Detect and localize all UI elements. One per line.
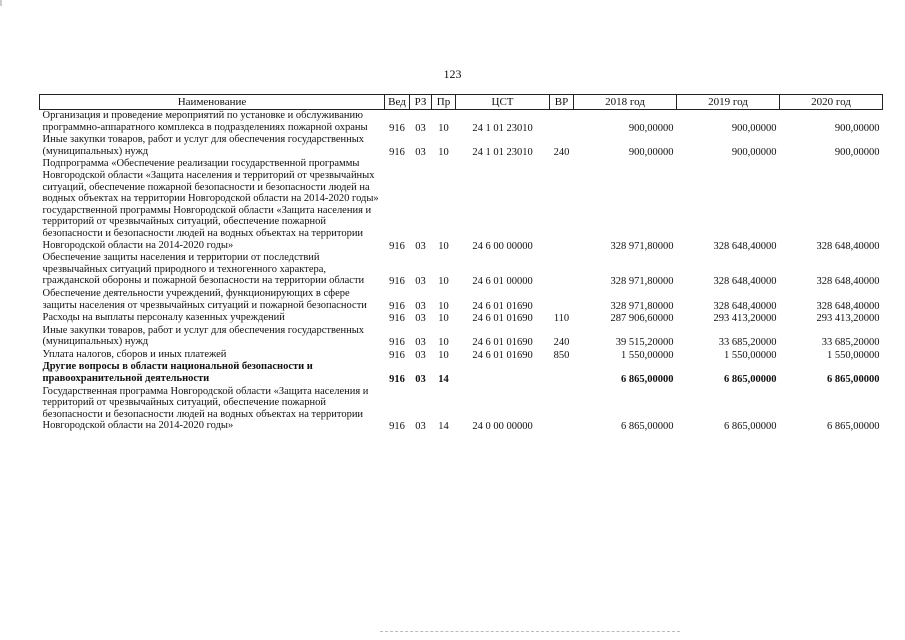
- row-name: Другие вопросы в области национальной безопасности и правоохранительной деятельности: [42, 361, 313, 385]
- row-amount-2019: 293 413,20000: [713, 313, 777, 325]
- table-row: [40, 134, 883, 158]
- row-name: Государственная программа Новгородской области «Защита населения и территорий от чрезвычайных ситуаций, обеспечение пожарной безопасности и безопасности людей на водных объектах на территории Новгородской области на 2014-2020 годы»: [42, 385, 369, 432]
- table-row: [40, 325, 883, 349]
- row-amount-2019: 328 648,40000: [713, 300, 777, 312]
- row-vr: 110: [553, 313, 570, 325]
- row-name: Иные закупки товаров, работ и услуг для обеспечения государственных (муниципальных) нужд: [42, 324, 365, 348]
- row-rz: 03: [415, 421, 426, 433]
- row-rz: 03: [415, 146, 426, 158]
- table-row: [40, 349, 883, 362]
- row-pr: 10: [438, 300, 449, 312]
- scan-corner-mark: [0, 0, 2, 6]
- row-name: Обеспечение деятельности учреждений, функционирующих в сфере защиты населения от чрезвычайных ситуаций и пожарной безопасности: [42, 287, 367, 311]
- row-vr: [550, 288, 574, 312]
- row-amount-2019: 6 865,00000: [724, 421, 777, 433]
- row-amount-2019: 328 648,40000: [713, 276, 777, 288]
- scan-footer-marks: [380, 631, 680, 634]
- row-amount-2019: 900,00000: [731, 122, 777, 134]
- row-amount-2019: 33 685,20000: [718, 337, 777, 349]
- row-cst: 24 0 00 00000: [472, 421, 533, 433]
- row-pr: 10: [438, 122, 449, 134]
- row-amount-2019: 1 550,00000: [724, 349, 777, 361]
- table-row: [40, 158, 883, 252]
- column-header-rz: РЗ: [410, 95, 432, 110]
- row-ved: 916: [389, 313, 405, 325]
- column-header-2019: 2019 год: [677, 95, 780, 110]
- column-header-vr: ВР: [550, 95, 574, 110]
- row-name: Подпрограмма «Обеспечение реализации государственной программы Новгородской области «Защита населения и территорий от чрезвычайных ситуаций, обеспечение пожарной безопасности и безопасности людей на водных объектах на территории Новгородской области на 2014-2020 годы» государственной программы Новгородской области «Защита населения и территорий от чрезвычайных ситуаций, обеспечение пожарной безопасности и безопасности людей на водных объектах на территории Новгородской области на 2014-2020 годы»: [42, 158, 379, 251]
- row-amount-2020: 328 648,40000: [816, 240, 880, 252]
- row-vr: [550, 158, 574, 252]
- row-name: Расходы на выплаты персоналу казенных учреждений: [42, 312, 285, 324]
- row-amount-2020: 328 648,40000: [816, 276, 880, 288]
- row-amount-2018: 1 550,00000: [621, 349, 674, 361]
- row-pr: 10: [438, 349, 449, 361]
- row-amount-2020: 900,00000: [834, 122, 880, 134]
- row-ved: 916: [389, 374, 405, 386]
- page-number: 123: [443, 67, 462, 81]
- row-rz: 03: [415, 240, 426, 252]
- row-rz: 03: [415, 313, 426, 325]
- row-amount-2019: 328 648,40000: [713, 240, 777, 252]
- row-cst: [456, 361, 550, 385]
- row-amount-2018: 328 971,80000: [610, 276, 674, 288]
- row-amount-2020: 6 865,00000: [827, 374, 880, 386]
- row-cst: 24 6 01 01690: [472, 313, 533, 325]
- row-name: Иные закупки товаров, работ и услуг для обеспечения государственных (муниципальных) нужд: [42, 134, 365, 157]
- row-amount-2018: 39 515,20000: [615, 337, 674, 349]
- row-cst: 24 6 01 00000: [472, 276, 533, 288]
- row-ved: 916: [389, 349, 405, 361]
- row-amount-2020: 900,00000: [834, 146, 880, 158]
- row-amount-2020: 6 865,00000: [827, 421, 880, 433]
- row-amount-2020: 328 648,40000: [816, 300, 880, 312]
- row-vr: 240: [553, 146, 570, 158]
- table-row: [40, 288, 883, 312]
- row-vr: [550, 110, 574, 135]
- column-header-2020: 2020 год: [780, 95, 883, 110]
- row-ved: 916: [389, 122, 405, 134]
- row-amount-2018: 6 865,00000: [621, 374, 674, 386]
- row-amount-2020: 293 413,20000: [816, 313, 880, 325]
- row-name: Обеспечение защиты населения и территории от последствий чрезвычайных ситуаций природного и техногенного характера, гражданской обороны и пожарной безопасности на территории области: [42, 252, 365, 287]
- row-amount-2019: 900,00000: [731, 146, 777, 158]
- row-ved: 916: [389, 337, 405, 349]
- row-pr: 14: [438, 374, 449, 386]
- row-amount-2018: 328 971,80000: [610, 300, 674, 312]
- budget-table: [39, 94, 883, 433]
- row-vr: [550, 361, 574, 385]
- row-amount-2018: 6 865,00000: [621, 421, 674, 433]
- row-ved: 916: [389, 300, 405, 312]
- row-vr: [550, 386, 574, 433]
- row-vr: [550, 252, 574, 288]
- column-header-2018: 2018 год: [574, 95, 677, 110]
- row-amount-2018: 328 971,80000: [610, 240, 674, 252]
- row-cst: 24 6 01 01690: [472, 337, 533, 349]
- row-ved: 916: [389, 421, 405, 433]
- table-header: [40, 95, 883, 110]
- table-body: [40, 110, 883, 434]
- column-header-ved: Вед: [385, 95, 410, 110]
- row-pr: 10: [438, 276, 449, 288]
- row-cst: 24 6 01 01690: [472, 349, 533, 361]
- table-row: [40, 386, 883, 433]
- row-cst: 24 1 01 23010: [472, 146, 533, 158]
- row-name: Организация и проведение мероприятий по установке и обслуживанию программно-аппаратного комплекса в подразделениях пожарной охраны: [42, 110, 368, 133]
- row-pr: 14: [438, 421, 449, 433]
- row-rz: 03: [415, 349, 426, 361]
- row-pr: 10: [438, 337, 449, 349]
- row-amount-2020: 33 685,20000: [821, 337, 880, 349]
- column-header-name: Наименование: [40, 95, 385, 110]
- column-header-cst: ЦСТ: [456, 95, 550, 110]
- table-row: [40, 110, 883, 135]
- row-rz: 03: [415, 337, 426, 349]
- row-cst: 24 6 01 01690: [472, 300, 533, 312]
- row-pr: 10: [438, 313, 449, 325]
- row-rz: 03: [415, 276, 426, 288]
- row-rz: 03: [415, 374, 426, 386]
- row-amount-2018: 900,00000: [628, 122, 674, 134]
- row-cst: 24 1 01 23010: [472, 122, 533, 134]
- row-ved: 916: [389, 276, 405, 288]
- row-pr: 10: [438, 240, 449, 252]
- row-amount-2020: 1 550,00000: [827, 349, 880, 361]
- row-name: Уплата налогов, сборов и иных платежей: [42, 348, 227, 360]
- row-pr: 10: [438, 146, 449, 158]
- row-rz: 03: [415, 122, 426, 134]
- row-amount-2018: 287 906,60000: [610, 313, 674, 325]
- table-row: [40, 361, 883, 385]
- row-vr: 240: [553, 337, 570, 349]
- row-rz: 03: [415, 300, 426, 312]
- row-vr: 850: [553, 349, 570, 361]
- row-cst: 24 6 00 00000: [472, 240, 533, 252]
- column-header-pr: Пр: [432, 95, 456, 110]
- row-amount-2018: 900,00000: [628, 146, 674, 158]
- row-ved: 916: [389, 146, 405, 158]
- table-row: [40, 312, 883, 325]
- row-ved: 916: [389, 240, 405, 252]
- table-row: [40, 252, 883, 288]
- row-amount-2019: 6 865,00000: [724, 374, 777, 386]
